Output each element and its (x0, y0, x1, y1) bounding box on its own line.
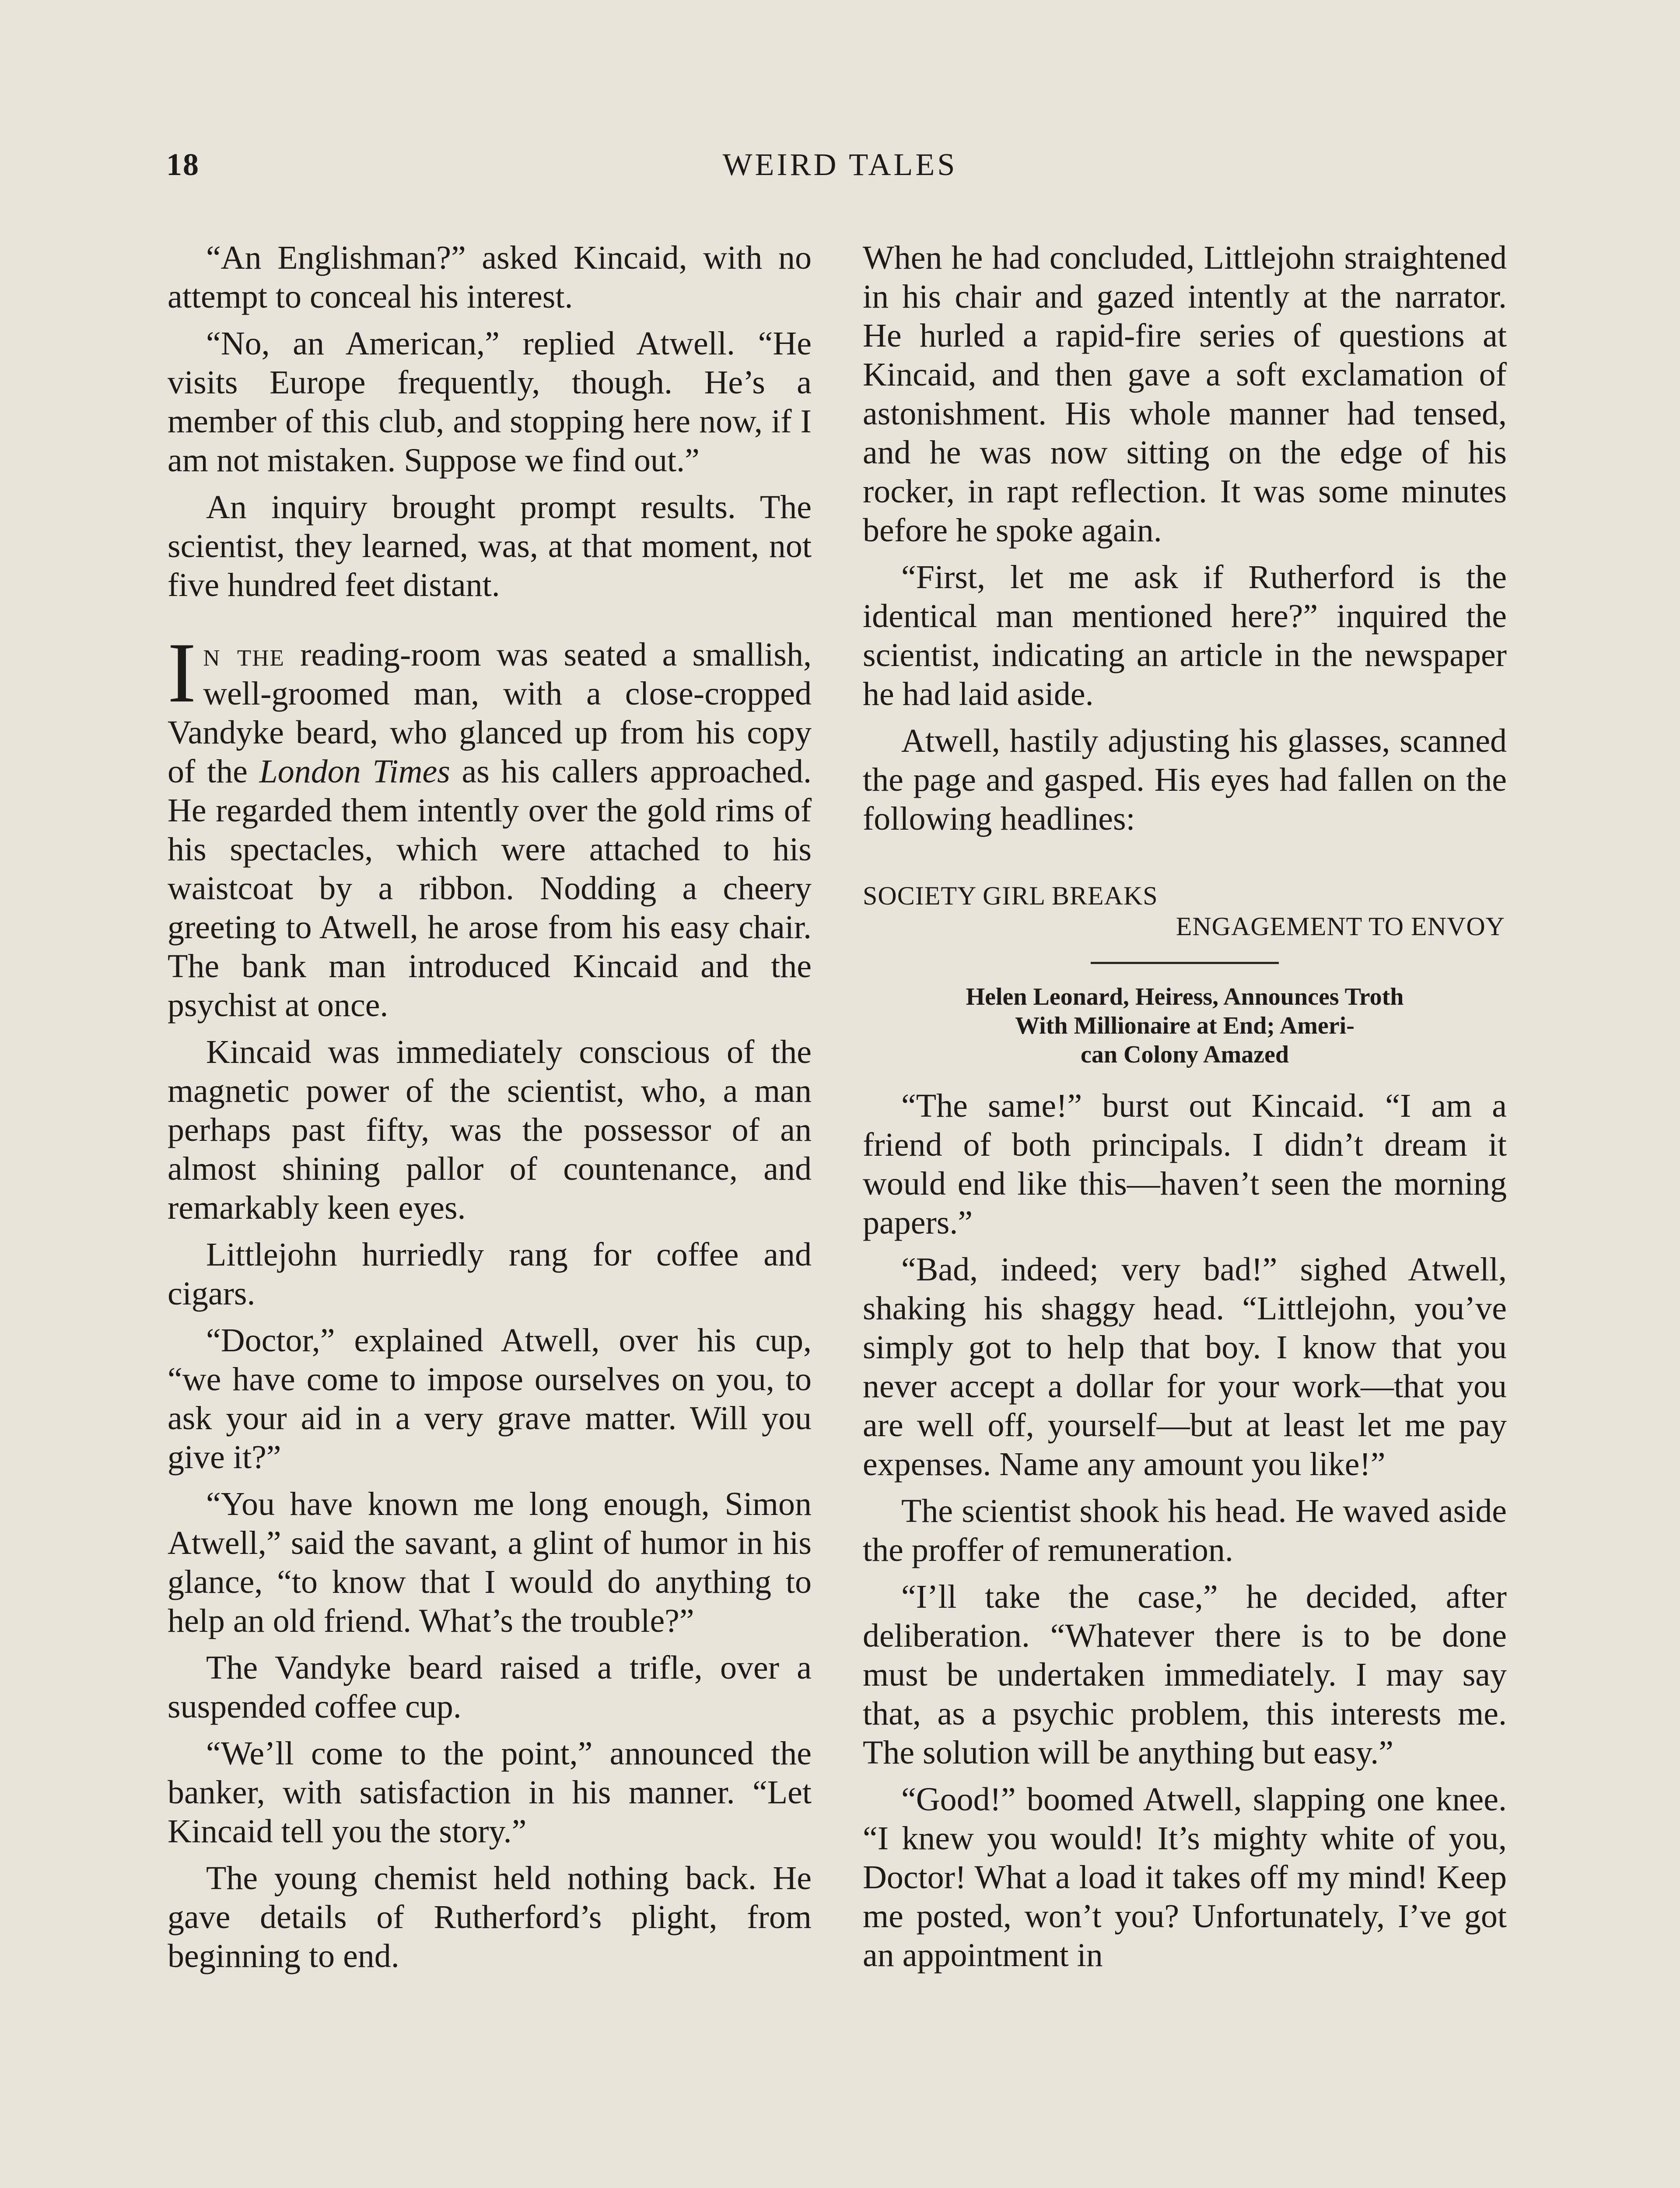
paragraph: When he had concluded, Littlejohn straightened in his chair and gazed intently at the narrator. He hurled a rapid-fire series of questions at Kincaid, and then gave a soft exclamation of astonishment. His whole manner had tensed, and he was now sitting on the edge of his rocker, in rapt reflection. It was some minutes before he spoke again. (863, 239, 1507, 549)
paragraph: Kincaid was immediately conscious of the magnetic power of the scientist, who, a man perhaps past fifty, was the possessor of an almost shining pallor of countenance, and remarkably keen eyes. (168, 1034, 812, 1226)
subheadline-line: can Colony Amazed (1081, 1041, 1289, 1068)
paragraph: “An Englishman?” asked Kincaid, with no attempt to conceal his interest. (168, 239, 812, 315)
newspaper-subheadline (863, 982, 1507, 1069)
paragraph: Littlejohn hurriedly rang for coffee and cigars. (168, 1236, 812, 1312)
page-header (166, 147, 1514, 199)
paragraph: “I’ll take the case,” he decided, after deliberation. “Whatever there is to be done must be undertaken immediately. I may say that, as a psychic problem, this interests me. The solution will be anything but easy.” (863, 1578, 1507, 1771)
paragraph: The Vandyke beard raised a trifle, over a suspended coffee cup. (168, 1649, 812, 1725)
left-column (168, 238, 812, 1984)
small-caps-lead: n the (203, 636, 285, 673)
paragraph: “Good!” boomed Atwell, slapping one knee. “I knew you would! It’s mighty white of you, Doctor! What a load it takes off my mind! Keep me posted, won’t you? Unfortunately, I’ve got an appointment in (863, 1781, 1507, 1974)
subheadline-line: With Millionaire at End; Ameri- (1015, 1012, 1354, 1039)
paragraph: An inquiry brought prompt results. The scientist, they learned, was, at that moment, not five hundred feet distant. (168, 489, 812, 603)
paragraph: “Bad, indeed; very bad!” sighed Atwell, shaking his shaggy head. “Littlejohn, you’ve simply got to help that boy. I know that you never accept a dollar for your work—that you are well off, yourself—but at least let me pay expenses. Name any amount you like!” (863, 1251, 1507, 1483)
subheadline-line: Helen Leonard, Heiress, Announces Troth (966, 983, 1404, 1010)
newspaper-title: London Times (259, 753, 450, 790)
paragraph: “First, let me ask if Rutherford is the identical man mentioned here?” inquired the scientist, indicating an article in the newspaper he had laid aside. (863, 559, 1507, 712)
headline-line: ENGAGEMENT TO ENVOY (1176, 912, 1505, 941)
newspaper-headline (863, 880, 1507, 942)
paragraph-text: as his callers approached. He regarded them intently over the gold rims of his spectacles, which were attached to his waistcoat by a ribbon. Nodding a cheery greeting to Atwell, he arose from his easy chair. The bank man introduced Kincaid and the psychist at once. (168, 753, 812, 1024)
page-number: 18 (166, 147, 200, 182)
paragraph: “The same!” burst out Kincaid. “I am a friend of both principals. I didn’t dream it would end like this—haven’t seen the morning papers.” (863, 1087, 1507, 1241)
paragraph: Atwell, hastily adjusting his glasses, scanned the page and gasped. His eyes had fallen on the following headlines: (863, 722, 1507, 837)
paragraph: “No, an American,” replied Atwell. “He visits Europe frequently, though. He’s a member of this club, and stopping here now, if I am not mistaken. Suppose we find out.” (168, 325, 812, 479)
headline-divider (1091, 962, 1279, 964)
paragraph: The scientist shook his head. He waved aside the proffer of remuneration. (863, 1493, 1507, 1568)
right-column (863, 238, 1507, 1983)
drop-cap: I (168, 625, 196, 720)
dropcap-paragraph (168, 625, 812, 1025)
paragraph-text: reading-room was seated a smallish, well-groomed man, with a close-cropped Vandyke beard, who glanced up from his copy of the (168, 636, 812, 790)
paragraph: The young chemist held nothing back. He gave details of Rutherford’s plight, from beginning to end. (168, 1860, 812, 1974)
running-head: WEIRD TALES (722, 147, 958, 182)
paragraph: “You have known me long enough, Simon Atwell,” said the savant, a glint of humor in his glance, “to know that I would do anything to help an old friend. What’s the trouble?” (168, 1486, 812, 1639)
paragraph: “Doctor,” explained Atwell, over his cup, “we have come to impose ourselves on you, to ask your aid in a very grave matter. Will you give it?” (168, 1322, 812, 1476)
paragraph: “We’ll come to the point,” announced the banker, with satisfaction in his manner. “Let Kincaid tell you the story.” (168, 1735, 812, 1850)
headline-line: SOCIETY GIRL BREAKS (863, 881, 1158, 910)
